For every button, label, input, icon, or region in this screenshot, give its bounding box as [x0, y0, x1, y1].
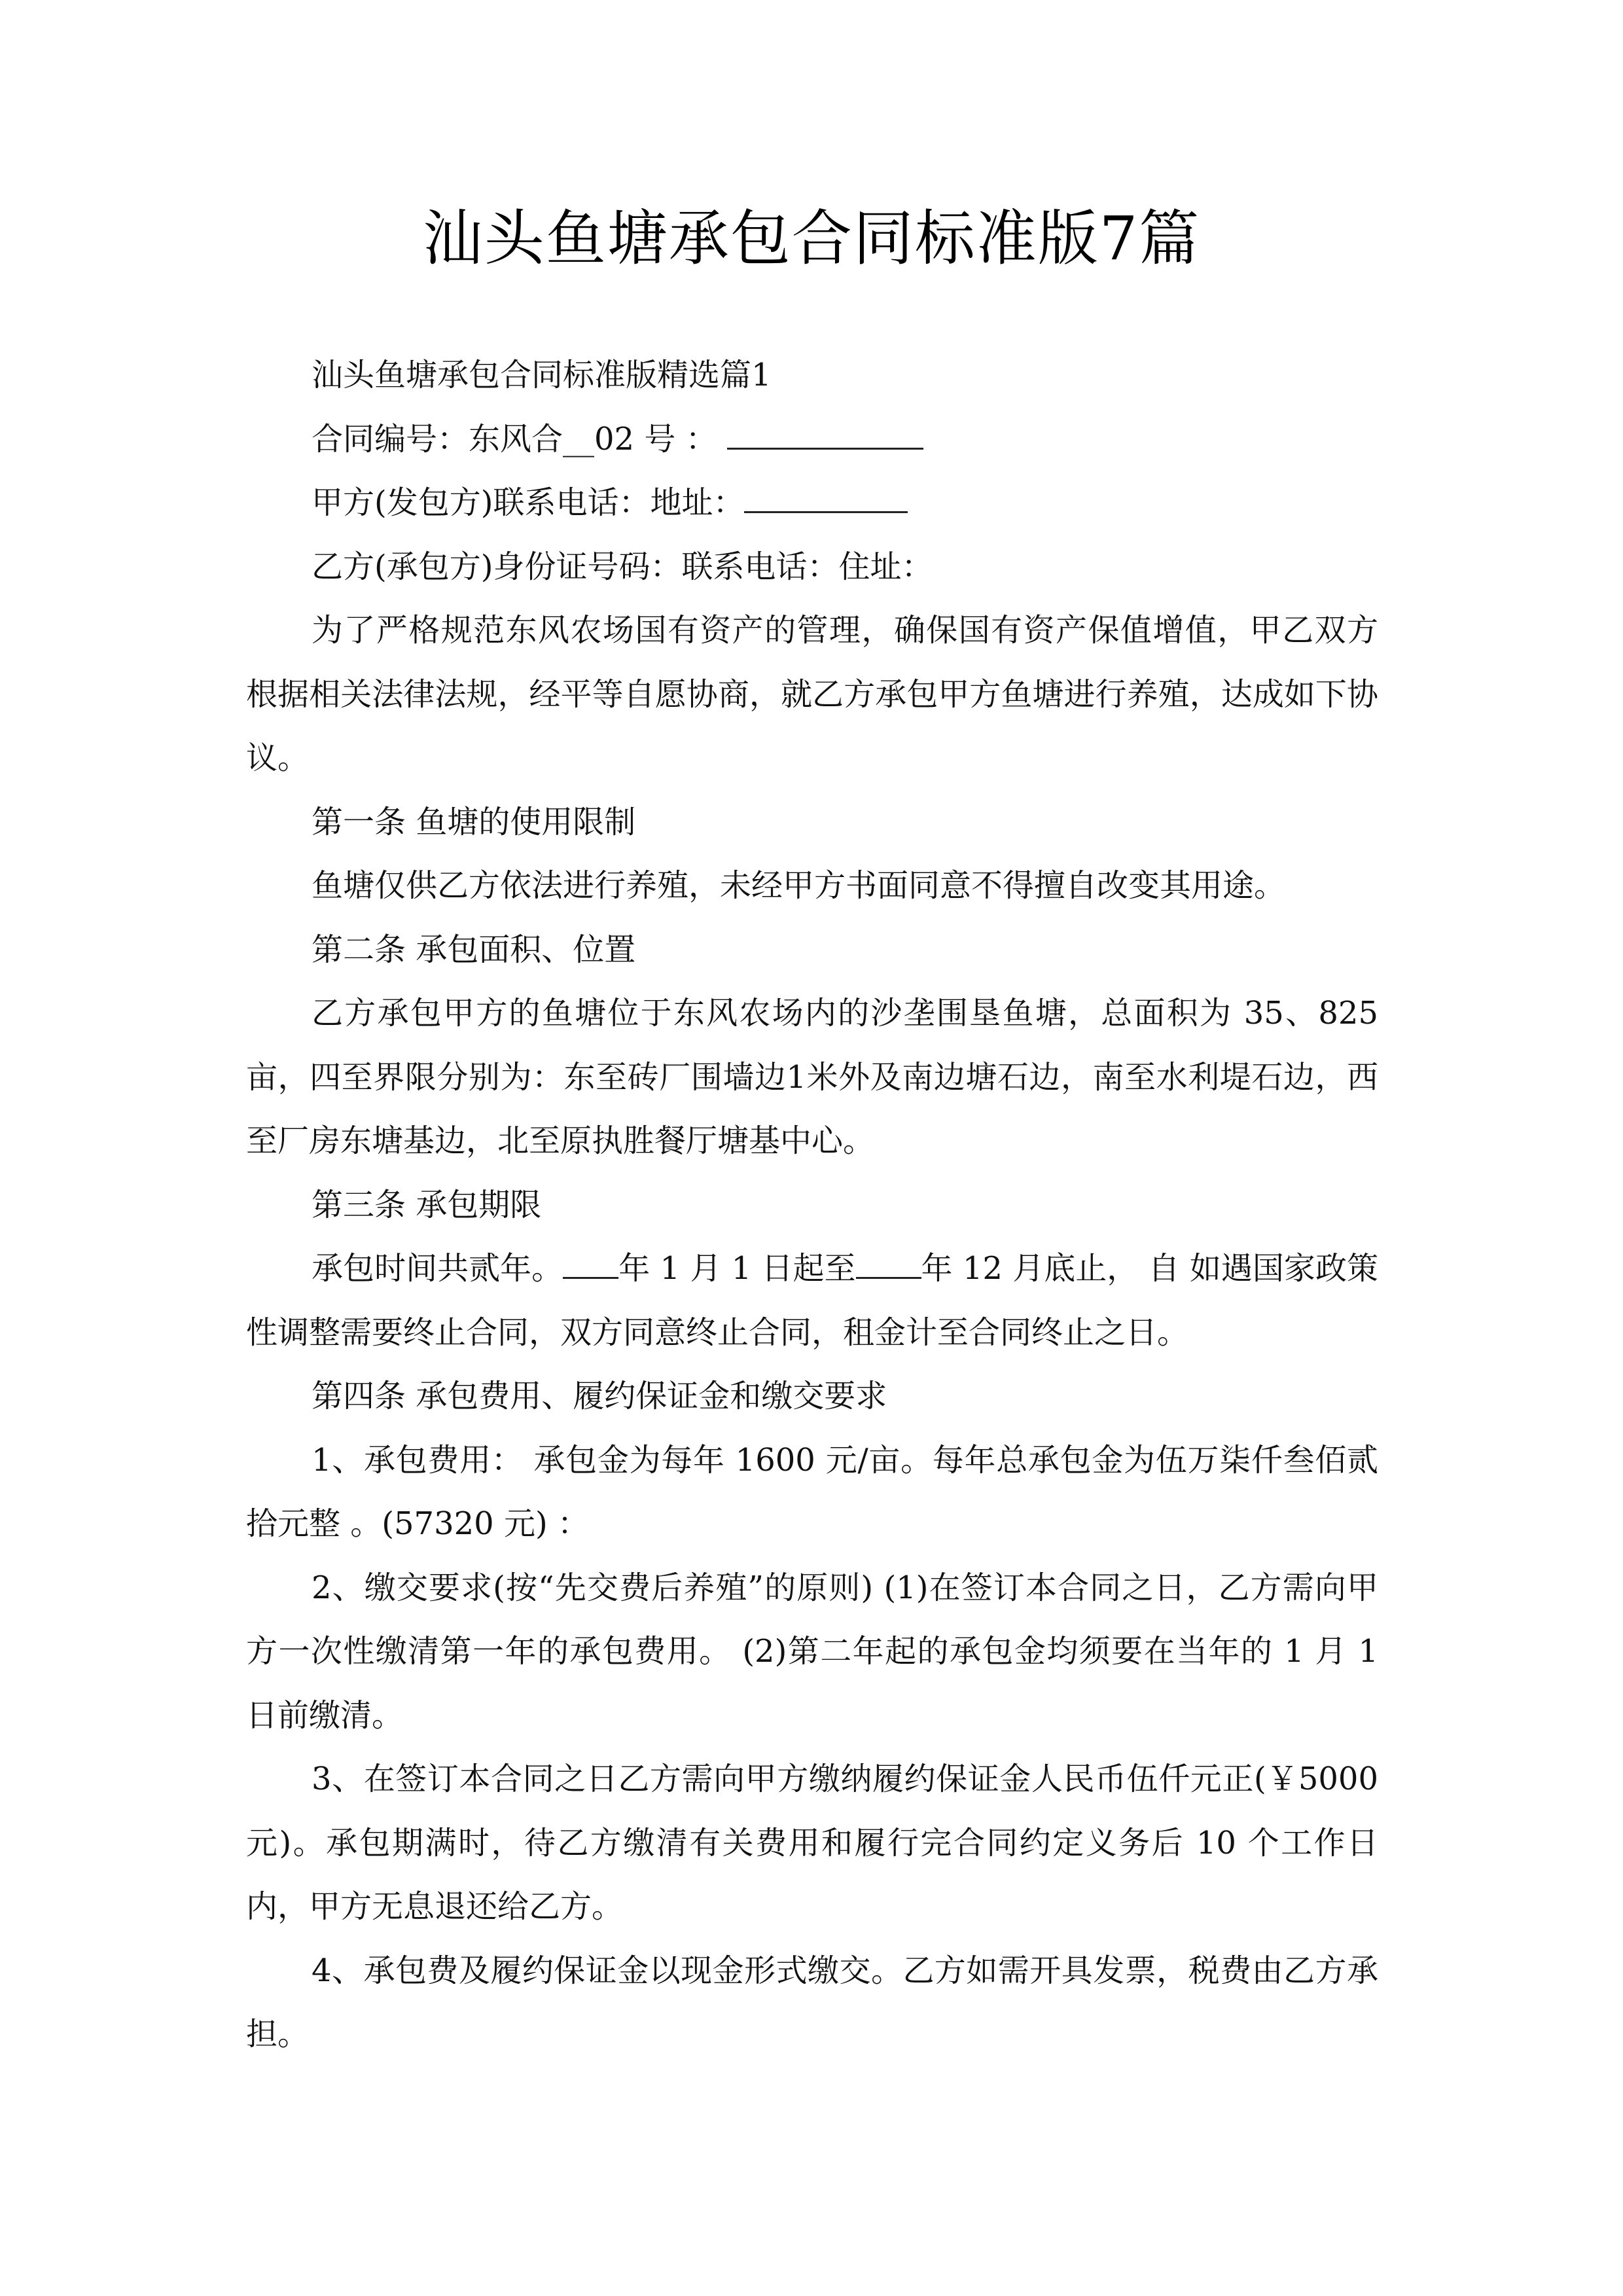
article-heading: 第三条 承包期限	[312, 1186, 542, 1223]
term-text-middle: 年 1 月 1 日起至	[618, 1250, 856, 1287]
term-text-end: 年 12 月底止， 自 如遇国家政策性调整需要终止合同，双方同意终止合同，租金计至合同终止之日。	[246, 1250, 1378, 1351]
document-body	[246, 344, 1378, 2067]
blank-line	[727, 422, 923, 450]
blank-line	[563, 1251, 618, 1279]
contract-number-label: 合同编号：东风合__02 号 ：	[312, 420, 717, 457]
party-b-line: 乙方(承包方)身份证号码：联系电话：住址：	[312, 548, 933, 585]
blank-line	[744, 485, 908, 513]
term-text-start: 承包时间共贰年。	[312, 1250, 563, 1287]
party-a-line	[246, 471, 1378, 535]
section-heading: 汕头鱼塘承包合同标准版精选篇1	[312, 357, 772, 393]
article-heading: 第四条 承包费用、履约保证金和缴交要求	[312, 1378, 887, 1414]
paragraph: 1、承包费用： 承包金为每年 1600 元/亩。每年总承包金为伍万柒仟叁佰贰拾元整 。(57320 元) ：	[246, 1441, 1378, 1542]
blank-line	[856, 1251, 921, 1279]
paragraph: 乙方承包甲方的鱼塘位于东风农场内的沙垄围垦鱼塘，总面积为 35、825 亩，四至界限分别为：东至砖厂围墙边1米外及南边塘石边，南至水利堤石边，西至厂房东塘基边，北至原执胜餐厅塘基中心。	[246, 995, 1378, 1159]
term-paragraph	[246, 1237, 1378, 1365]
party-a-label: 甲方(发包方)联系电话：地址：	[312, 484, 745, 521]
paragraph: 鱼塘仅供乙方依法进行养殖，未经甲方书面同意不得擅自改变其用途。	[312, 867, 1286, 904]
paragraph: 4、承包费及履约保证金以现金形式缴交。乙方如需开具发票，税费由乙方承担。	[246, 1952, 1378, 2053]
article-heading: 第一条 鱼塘的使用限制	[312, 803, 636, 840]
article-heading: 第二条 承包面积、位置	[312, 931, 636, 968]
paragraph: 3、在签订本合同之日乙方需向甲方缴纳履约保证金人民币伍仟元正(￥5000 元)。承包期满时，待乙方缴清有关费用和履行完合同约定义务后 10 个工作日内，甲方无息退还给乙方。	[246, 1761, 1378, 1925]
paragraph: 2、缴交要求(按“先交费后养殖”的原则) (1)在签订本合同之日，乙方需向甲方一次性缴清第一年的承包费用。 (2)第二年起的承包金均须要在当年的 1 月 1 日前缴清。	[246, 1569, 1378, 1734]
paragraph: 为了严格规范东风农场国有资产的管理，确保国有资产保值增值，甲乙双方根据相关法律法规，经平等自愿协商，就乙方承包甲方鱼塘进行养殖，达成如下协议。	[246, 612, 1378, 776]
contract-number-line	[246, 408, 1378, 472]
document-title: 汕头鱼塘承包合同标准版7篇	[422, 204, 1201, 274]
